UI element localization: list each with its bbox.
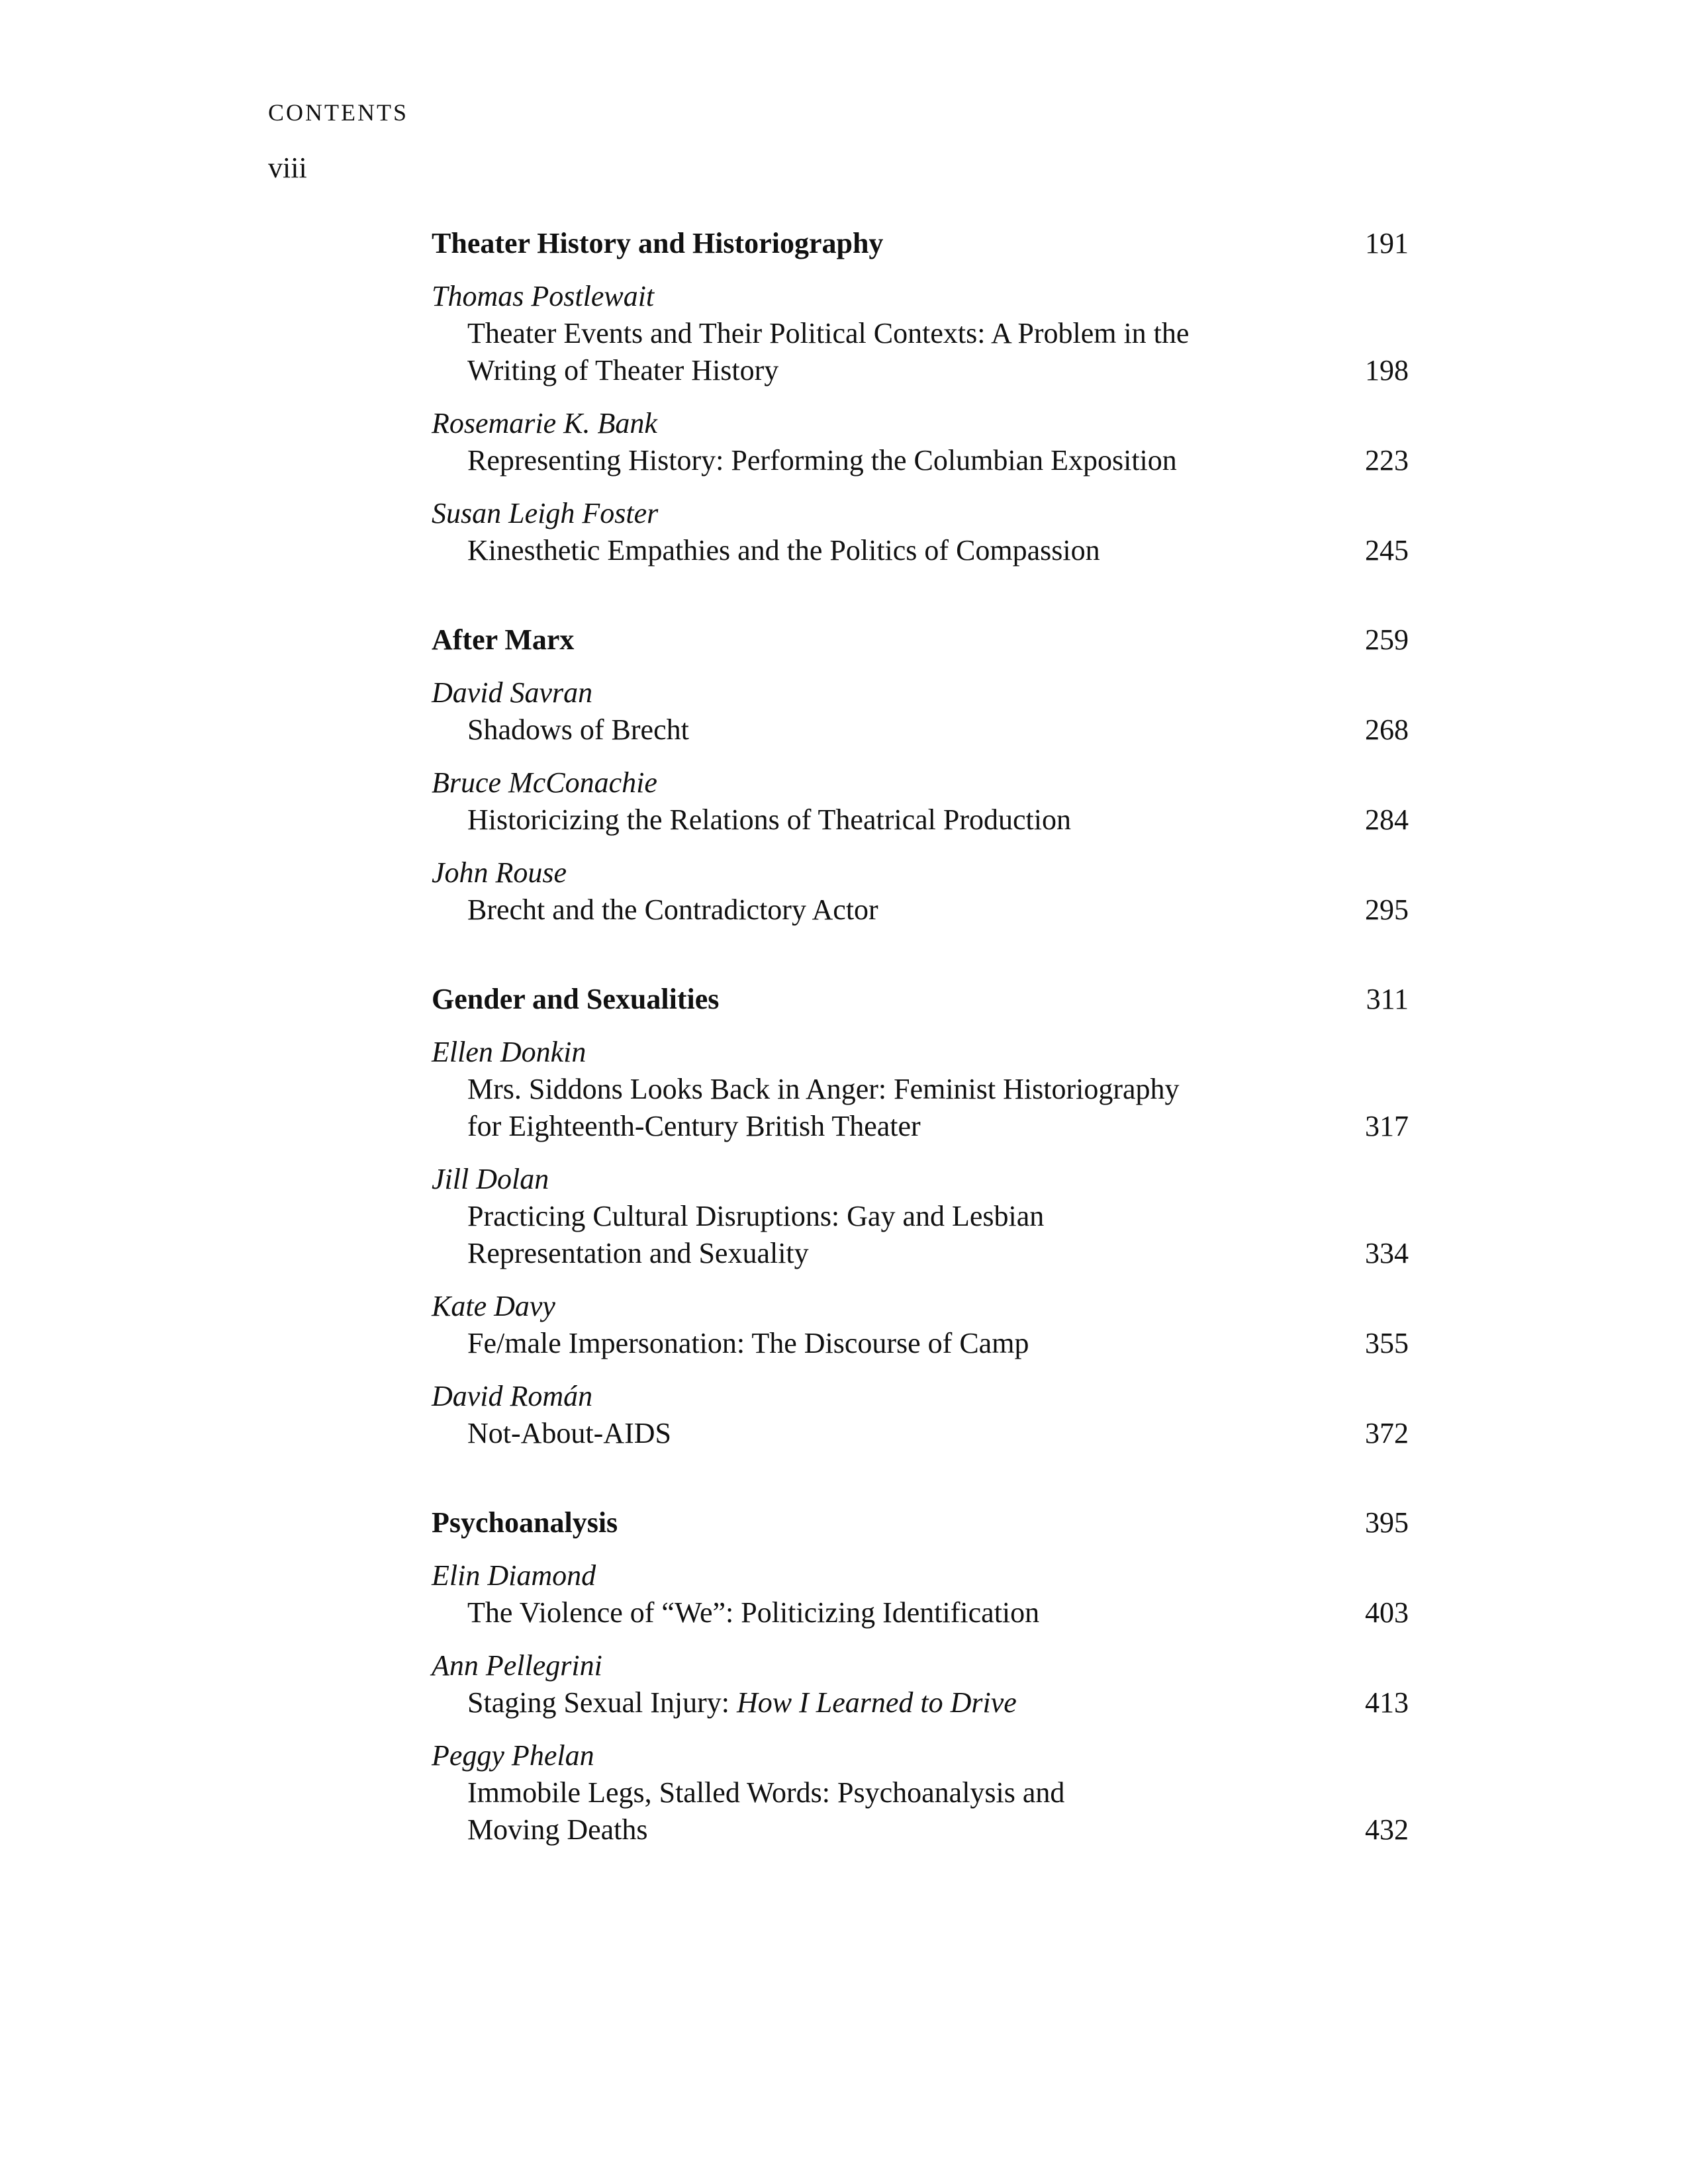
entry-page-number: 413 bbox=[1365, 1686, 1409, 1719]
entry-page-number: 317 bbox=[1365, 1110, 1409, 1142]
section-heading-text: Psychoanalysis bbox=[432, 1506, 618, 1539]
entry-title: Brecht and the Contradictory Actor bbox=[467, 893, 878, 926]
section-heading bbox=[432, 981, 1409, 1018]
entry-author: Ann Pellegrini bbox=[432, 1649, 602, 1682]
entry-title: Shadows of Brecht bbox=[467, 713, 689, 746]
toc-entry bbox=[432, 405, 1409, 479]
toc-entry bbox=[432, 1557, 1409, 1631]
toc-entry bbox=[432, 1378, 1409, 1452]
entry-author: Rosemarie K. Bank bbox=[432, 407, 657, 439]
section-page-number: 311 bbox=[1366, 983, 1409, 1015]
entry-title: Kinesthetic Empathies and the Politics of Compassion bbox=[467, 534, 1100, 567]
section-heading bbox=[432, 1504, 1409, 1541]
toc-entry bbox=[432, 495, 1409, 569]
entry-page-number: 295 bbox=[1365, 893, 1409, 926]
entry-title: Historicizing the Relations of Theatrical Production bbox=[467, 803, 1071, 836]
section-heading-text: After Marx bbox=[432, 623, 575, 656]
entry-title: Theater Events and Their Political Contexts: A Problem in the Writing of Theater History bbox=[467, 317, 1190, 387]
entry-title: The Violence of “We”: Politicizing Identification bbox=[467, 1596, 1040, 1629]
entry-page-number: 403 bbox=[1365, 1596, 1409, 1629]
entry-page-number: 268 bbox=[1365, 713, 1409, 746]
entry-author: Peggy Phelan bbox=[432, 1739, 594, 1772]
entry-page-number: 432 bbox=[1365, 1813, 1409, 1846]
toc-entry bbox=[432, 1737, 1409, 1848]
toc-entry bbox=[432, 1034, 1409, 1145]
entry-author: Thomas Postlewait bbox=[432, 280, 655, 312]
entry-title: Mrs. Siddons Looks Back in Anger: Feminist Historiography for Eighteenth-Century British Theater bbox=[467, 1073, 1180, 1142]
toc-entry bbox=[432, 278, 1409, 389]
section-heading bbox=[432, 225, 1409, 262]
entry-title: Representing History: Performing the Columbian Exposition bbox=[467, 444, 1177, 477]
toc-entry bbox=[432, 1161, 1409, 1272]
entry-author: Susan Leigh Foster bbox=[432, 497, 659, 529]
section-heading-text: Theater History and Historiography bbox=[432, 227, 884, 259]
entry-author: Jill Dolan bbox=[432, 1163, 549, 1195]
running-head: CONTENTS bbox=[268, 99, 408, 126]
entry-author: Elin Diamond bbox=[432, 1559, 596, 1592]
section-page-number: 259 bbox=[1365, 623, 1409, 656]
toc-entry bbox=[432, 674, 1409, 749]
entry-title-italic: How I Learned to Drive bbox=[736, 1686, 1017, 1719]
entry-title: Not-About-AIDS bbox=[467, 1417, 671, 1449]
entry-author: Kate Davy bbox=[432, 1290, 555, 1322]
toc-entry bbox=[432, 764, 1409, 839]
entry-page-number: 372 bbox=[1365, 1417, 1409, 1449]
entry-author: John Rouse bbox=[432, 856, 567, 889]
entry-page-number: 334 bbox=[1365, 1237, 1409, 1269]
entry-title: Practicing Cultural Disruptions: Gay and Lesbian Representation and Sexuality bbox=[467, 1200, 1045, 1269]
entry-title: Fe/male Impersonation: The Discourse of Camp bbox=[467, 1327, 1029, 1359]
entry-author: David Savran bbox=[432, 676, 593, 709]
toc-entry bbox=[432, 1288, 1409, 1362]
entry-page-number: 355 bbox=[1365, 1327, 1409, 1359]
toc-section bbox=[432, 981, 1409, 1452]
entry-title-roman: Staging Sexual Injury: bbox=[467, 1686, 737, 1719]
section-page-number: 395 bbox=[1365, 1506, 1409, 1539]
entry-author: David Román bbox=[432, 1380, 593, 1412]
section-heading bbox=[432, 621, 1409, 659]
entry-title: Immobile Legs, Stalled Words: Psychoanalysis and Moving Deaths bbox=[467, 1776, 1065, 1846]
toc-entry bbox=[432, 854, 1409, 929]
toc-entry bbox=[432, 1647, 1409, 1721]
entry-author: Bruce McConachie bbox=[432, 766, 657, 799]
entry-page-number: 245 bbox=[1365, 534, 1409, 567]
table-of-contents bbox=[432, 225, 1409, 1901]
entry-author: Ellen Donkin bbox=[432, 1036, 586, 1068]
entry-title bbox=[432, 1684, 1336, 1721]
toc-section bbox=[432, 621, 1409, 929]
toc-section bbox=[432, 1504, 1409, 1848]
toc-section bbox=[432, 225, 1409, 569]
page-number: viii bbox=[268, 152, 307, 184]
entry-page-number: 284 bbox=[1365, 803, 1409, 836]
entry-page-number: 223 bbox=[1365, 444, 1409, 477]
section-heading-text: Gender and Sexualities bbox=[432, 983, 720, 1015]
section-page-number: 191 bbox=[1365, 227, 1409, 259]
entry-page-number: 198 bbox=[1365, 354, 1409, 387]
